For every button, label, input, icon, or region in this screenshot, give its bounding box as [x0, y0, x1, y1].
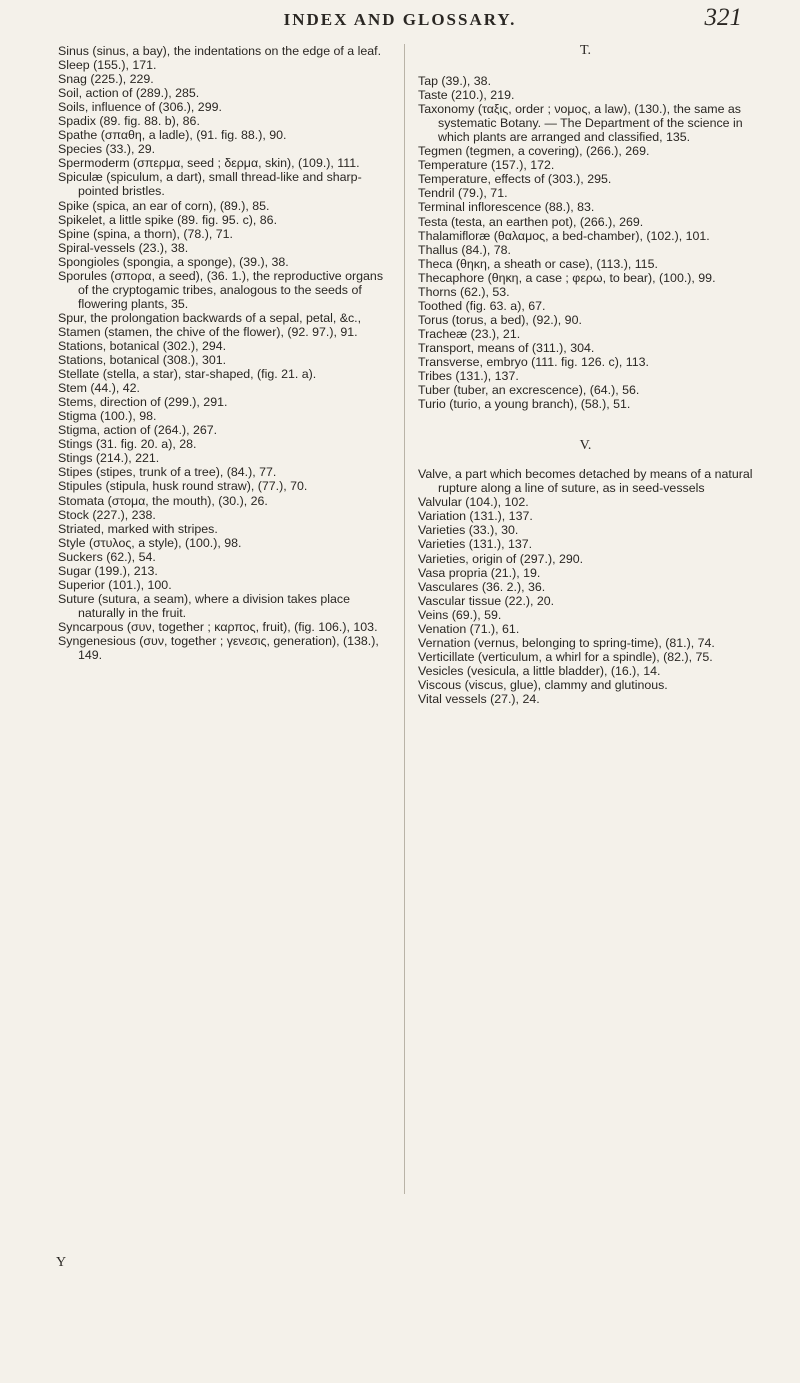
index-entry: Style (στυλος, a style), (100.), 98. — [58, 535, 242, 550]
index-entry: Stems, direction of (299.), 291. — [58, 395, 228, 410]
index-entry: Spadix (89. fig. 88. b), 86. — [58, 114, 200, 129]
index-entry: Spikelet, a little spike (89. fig. 95. c), 86. — [58, 212, 278, 227]
index-entry: Taxonomy (ταξις, order ; νομος, a law), (130.), the same as systematic Botany. — The Department of the science in which plants are arranged and classified, 135. — [418, 102, 743, 145]
section-heading-t: T. — [579, 43, 591, 58]
index-entry: Stomata (στομα, the mouth), (30.), 26. — [58, 493, 268, 508]
index-entry: Stigma, action of (264.), 267. — [58, 423, 218, 438]
index-entry: Tuber (tuber, an excrescence), (64.), 56. — [418, 383, 640, 398]
index-entry: Stations, botanical (302.), 294. — [58, 338, 227, 353]
index-entry: Tribes (131.), 137. — [418, 369, 519, 384]
index-entry: Testa (testa, an earthen pot), (266.), 269. — [418, 214, 644, 229]
index-entry: Spiral-vessels (23.), 38. — [58, 240, 189, 255]
index-entry: Spathe (σπαθη, a ladle), (91. fig. 88.), 90. — [58, 128, 287, 143]
index-entry: Toothed (fig. 63. a), 67. — [418, 298, 546, 313]
index-entry: Variation (131.), 137. — [418, 509, 533, 524]
index-entry: Torus (torus, a bed), (92.), 90. — [418, 312, 582, 327]
index-entry: Transverse, embryo (111. fig. 126. c), 113. — [418, 354, 649, 369]
index-entry: Tendril (79.), 71. — [418, 186, 508, 201]
left-column — [58, 44, 393, 662]
index-entry: Temperature, effects of (303.), 295. — [418, 172, 612, 187]
index-entry: Vital vessels (27.), 24. — [418, 691, 540, 706]
running-head — [0, 4, 800, 34]
index-entry: Soil, action of (289.), 285. — [58, 86, 200, 101]
index-entry: Spiculæ (spiculum, a dart), small thread-like and sharp-pointed bristles. — [58, 170, 362, 199]
page-number: 321 — [704, 4, 742, 31]
section-v-entries — [418, 467, 753, 706]
index-entry: Tap (39.), 38. — [418, 74, 492, 89]
index-entry: Thorns (62.), 53. — [418, 284, 510, 299]
index-entry: Tegmen (tegmen, a covering), (266.), 269. — [418, 144, 650, 159]
index-entry: Varieties, origin of (297.), 290. — [418, 551, 584, 566]
index-entry: Stipules (stipula, husk round straw), (77.), 70. — [58, 479, 308, 494]
index-entry: Tracheæ (23.), 21. — [418, 326, 521, 341]
index-entry: Vascular tissue (22.), 20. — [418, 593, 555, 608]
index-entry: Suture (sutura, a seam), where a division takes place naturally in the fruit. — [58, 591, 351, 620]
index-entry: Temperature (157.), 172. — [418, 158, 555, 173]
index-entry: Valve, a part which becomes detached by means of a natural rupture along a line of suture, as in seed-vessels — [418, 467, 753, 496]
index-entry: Soils, influence of (306.), 299. — [58, 100, 222, 115]
index-entry: Suckers (62.), 54. — [58, 549, 156, 564]
index-entry: Taste (210.), 219. — [418, 88, 515, 103]
column-divider — [404, 44, 405, 1194]
index-entry: Stigma (100.), 98. — [58, 409, 157, 424]
index-entry: Superior (101.), 100. — [58, 577, 172, 592]
index-entry: Terminal inflorescence (88.), 83. — [418, 200, 595, 215]
index-entry: Vasa propria (21.), 19. — [418, 565, 541, 580]
index-entry: Snag (225.), 229. — [58, 72, 154, 87]
index-entry: Sleep (155.), 171. — [58, 58, 157, 73]
index-entry: Venation (71.), 61. — [418, 621, 520, 636]
right-column — [418, 44, 753, 706]
index-entry: Spermoderm (σπερμα, seed ; δερμα, skin), (109.), 111. — [58, 156, 360, 171]
index-entry: Syngenesious (συν, together ; γενεσις, generation), (138.), 149. — [58, 633, 379, 663]
index-entry: Syncarpous (συν, together ; καρπος, fruit), (fig. 106.), 103. — [58, 619, 378, 634]
index-entry: Thalamifloræ (θαλαμος, a bed-chamber), (102.), 101. — [418, 228, 710, 243]
index-entry: Sinus (sinus, a bay), the indentations on the edge of a leaf. — [58, 44, 382, 58]
index-entry: Stings (31. fig. 20. a), 28. — [58, 437, 197, 452]
page-title: INDEX AND GLOSSARY. — [283, 10, 517, 29]
index-entry: Stem (44.), 42. — [58, 381, 140, 396]
index-entry: Spongioles (spongia, a sponge), (39.), 38. — [58, 254, 289, 269]
index-entry: Varieties (131.), 137. — [418, 537, 533, 552]
index-entry: Stamen (stamen, the chive of the flower), (92. 97.), 91. — [58, 324, 358, 339]
index-entry: Striated, marked with stripes. — [58, 521, 218, 536]
index-entry: Transport, means of (311.), 304. — [418, 340, 595, 355]
index-entry: Species (33.), 29. — [58, 142, 156, 157]
index-entry: Veins (69.), 59. — [418, 607, 502, 622]
index-entry: Turio (turio, a young branch), (58.), 51. — [418, 397, 631, 412]
index-entry: Theca (θηκη, a sheath or case), (113.), 115. — [418, 256, 658, 271]
signature-mark: Y — [56, 1255, 67, 1270]
index-entry: Sugar (199.), 213. — [58, 563, 158, 578]
index-entry: Stings (214.), 221. — [58, 451, 160, 466]
index-entry: Vernation (vernus, belonging to spring-time), (81.), 74. — [418, 635, 715, 650]
index-entry: Spur, the prolongation backwards of a sepal, petal, &c., — [58, 310, 362, 325]
index-entry: Stock (227.), 238. — [58, 507, 156, 522]
index-entry: Varieties (33.), 30. — [418, 523, 519, 538]
section-t-entries — [418, 74, 753, 411]
index-entry: Stipes (stipes, trunk of a tree), (84.), 77. — [58, 465, 277, 480]
index-entry: Vesicles (vesicula, a little bladder), (16.), 14. — [418, 663, 661, 678]
index-entry: Spike (spica, an ear of corn), (89.), 85. — [58, 198, 270, 213]
index-entry: Vasculares (36. 2.), 36. — [418, 579, 546, 594]
section-heading-v: V. — [579, 438, 592, 454]
index-entry: Valvular (104.), 102. — [418, 495, 529, 510]
index-entry: Viscous (viscus, glue), clammy and glutinous. — [418, 677, 668, 692]
index-entry: Thecaphore (θηκη, a case ; φερω, to bear), (100.), 99. — [418, 270, 716, 285]
index-entry: Spine (spina, a thorn), (78.), 71. — [58, 226, 233, 241]
index-entry: Sporules (σπορα, a seed), (36. 1.), the reproductive organs of the cryptogamic tribes, analogous to the seeds of flowering plants, 35. — [58, 268, 384, 311]
index-entry: Stations, botanical (308.), 301. — [58, 353, 227, 368]
index-entry: Stellate (stella, a star), star-shaped, (fig. 21. a). — [58, 367, 317, 382]
index-entry: Thallus (84.), 78. — [418, 242, 511, 257]
index-entry: Verticillate (verticulum, a whirl for a spindle), (82.), 75. — [418, 649, 713, 664]
